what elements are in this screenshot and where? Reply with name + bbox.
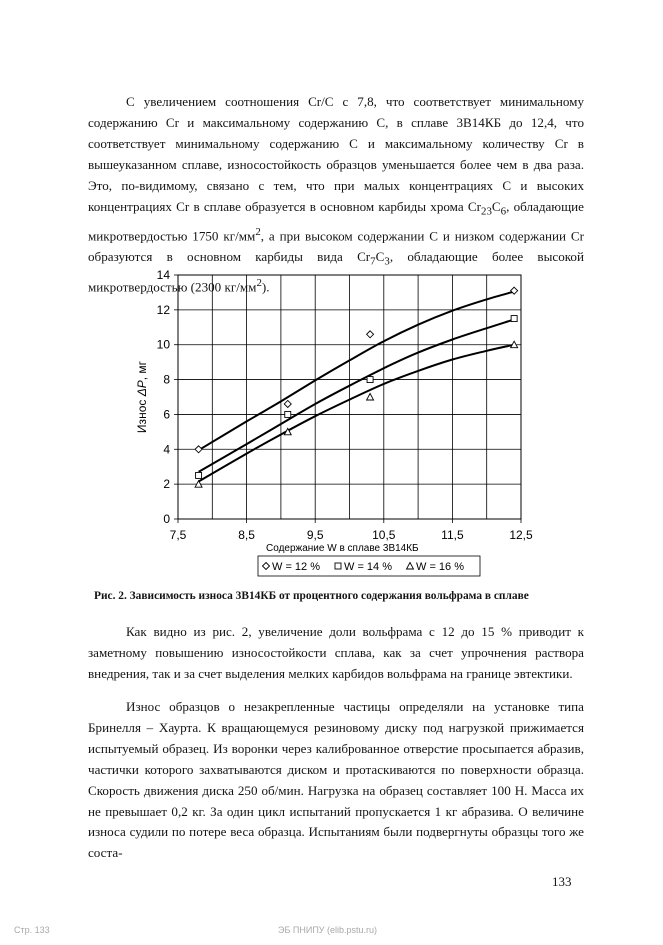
legend-label-series-2: W = 14 % <box>344 561 392 573</box>
y-axis-label-word: Износ <box>135 396 149 434</box>
p1-text-b: , обладающие микротвердостью 1750 кг/мм <box>88 198 584 244</box>
chart-curves <box>199 292 514 482</box>
y-tick-label: 8 <box>163 372 170 387</box>
paragraph-tungsten-effect <box>88 622 584 685</box>
x-tick-label: 10,5 <box>372 528 396 542</box>
data-point-series-1 <box>284 400 291 407</box>
p2-text: Как видно из рис. 2, увеличение доли вольфрама с 12 до 15 % приводит к заметному повышению износостойкости сплава, как за счет упрочнения раствора внедрения, так и за счет выделения мелких карбидов вольфрама на границе эвтектики. <box>88 624 584 681</box>
y-tick-label: 12 <box>156 302 170 317</box>
chart-points <box>195 287 518 487</box>
y-axis-label-unit: , мг <box>135 360 149 381</box>
page-number: 133 <box>552 874 572 889</box>
x-tick-label: 11,5 <box>441 528 464 542</box>
y-axis-label <box>135 360 149 433</box>
p1-sub-7: 7 <box>370 255 376 268</box>
p1-sub-6: 6 <box>500 205 507 218</box>
y-tick-label: 2 <box>163 477 170 492</box>
x-tick-label: 12,5 <box>509 528 533 542</box>
p1-text-d: , а при высоком содержании С и низком содержании Cr образуются в основном карбиды вида Cr <box>88 228 585 265</box>
p1-text-c2: C <box>375 249 385 265</box>
footer-library-label: ЭБ ПНИПУ (elib.pstu.ru) <box>278 925 378 935</box>
p1-text-e: , обладающие более высокой микротвердостью (2300 кг/мм <box>88 249 584 295</box>
legend-marker-series-2 <box>335 563 341 569</box>
legend-label-series-1: W = 12 % <box>272 561 320 573</box>
data-point-series-2 <box>511 316 517 322</box>
y-tick-label: 6 <box>163 407 170 422</box>
p1-sub-3: 3 <box>384 255 390 268</box>
y-tick-label: 14 <box>156 268 170 282</box>
figure-caption: Рис. 2. Зависимость износа 3В14КБ от процентного содержания вольфрама в сплаве <box>94 590 529 602</box>
y-tick-label: 0 <box>163 512 170 526</box>
data-point-series-1 <box>367 331 374 338</box>
x-tick-label: 8,5 <box>238 528 255 542</box>
p1-text-a: С увеличением соотношения Cr/C с 7,8, что соответствует минимальному содержанию Cr и максимальному содержанию С, в сплаве 3В14КБ до 12,4, что соответствует минимальному содержанию С и максимальному количеству Cr в вышеуказанном сплаве, износостойкость образцов уменьшается более чем в два раза. Это, по-видимому, связано с тем, что при малых концентрациях С и высоких концентрациях Cr в сплаве образуется в основном карбиды хрома Cr <box>88 94 584 214</box>
p1-text-f: ). <box>261 279 270 295</box>
data-point-series-2 <box>285 411 291 417</box>
data-point-series-2 <box>196 472 202 478</box>
trend-curve-series-1 <box>199 292 514 451</box>
p1-sup-2a: 2 <box>255 226 261 239</box>
y-tick-label: 4 <box>163 442 170 457</box>
chart-grid <box>178 275 521 519</box>
y-tick-label: 10 <box>156 337 170 352</box>
y-axis-label-var: ΔP <box>135 380 149 397</box>
x-tick-label: 9,5 <box>306 528 324 542</box>
wear-chart <box>120 262 540 584</box>
p1-sup-2b: 2 <box>256 276 262 289</box>
legend <box>258 556 480 576</box>
data-point-series-2 <box>367 377 373 383</box>
p3-text: Износ образцов о незакрепленные частицы определяли на установке типа Бринелля – Хаурта. К вращающемуся резиновому диску под нагрузкой прижимается испытуемый образец. Из воронки через калиброванное отверстие просыпается абразив, частички которого захватываются диском и протаскиваются по поверхности образца. Скорость движения диска 250 об/мин. Нагрузка на образец составляет 100 Н. Масса их не превышает 0,2 кг. За один цикл испытаний пропускается 1 кг абразива. О величине износа судили по потере веса образца. Испытаниям были подвергнуты образцы того же соста- <box>88 699 584 861</box>
data-point-series-1 <box>195 446 202 453</box>
footer-page-label: Стр. 133 <box>14 925 50 935</box>
p1-sub-23: 23 <box>481 205 492 218</box>
data-point-series-3 <box>367 394 374 401</box>
x-axis-label: Содержание W в сплаве 3В14КБ <box>266 543 419 554</box>
p1-text-c: C <box>491 198 501 214</box>
paragraph-wear-test-method <box>88 697 584 864</box>
trend-curve-series-3 <box>199 345 514 482</box>
chart-ticks <box>157 268 533 542</box>
legend-label-series-3: W = 16 % <box>416 561 464 573</box>
x-tick-label: 7,5 <box>169 528 187 542</box>
